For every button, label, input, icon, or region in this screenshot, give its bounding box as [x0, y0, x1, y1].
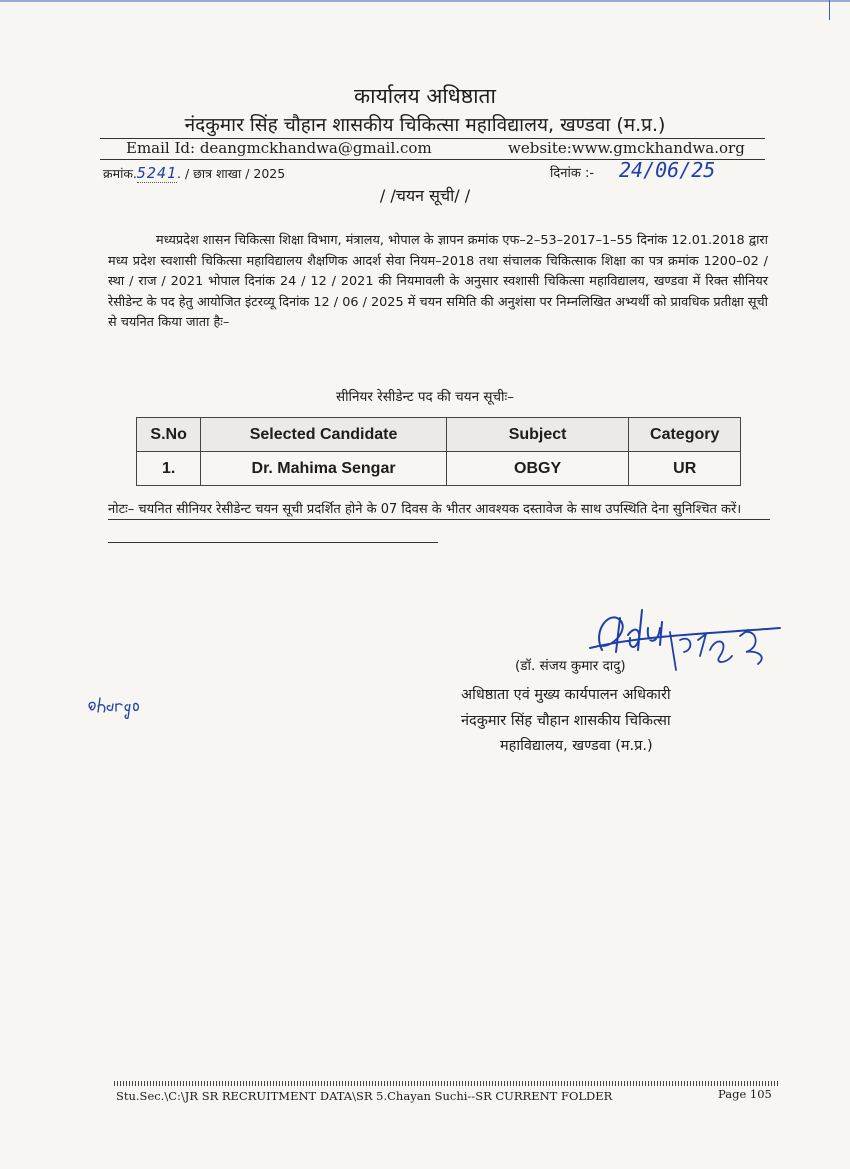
footer-file-path: Stu.Sec.\C:\JR SR RECRUITMENT DATA\SR 5.Chayan Suchi--SR CURRENT FOLDER	[116, 1089, 613, 1103]
selection-table	[136, 417, 741, 486]
cell-category: UR	[629, 452, 741, 486]
cell-candidate: Dr. Mahima Sengar	[201, 452, 447, 486]
table-header-row	[137, 418, 741, 452]
signatory-name: (डॉ. संजय कुमार दादु)	[515, 658, 626, 674]
website-address: website:www.gmckhandwa.org	[508, 139, 745, 157]
header-subject: Subject	[446, 418, 629, 452]
reference-number: 5241	[136, 164, 178, 182]
note-paragraph: नोटः– चयनित सीनियर रेसीडेन्ट चयन सूची प्रदर्शित होने के 07 दिवस के भीतर आवश्यक दस्तावेज के साथ उपस्थिति देना सुनिश्चित करें।	[108, 502, 742, 517]
table-row	[137, 452, 741, 486]
header-category: Category	[629, 418, 741, 452]
body-paragraph: मध्यप्रदेश शासन चिकित्सा शिक्षा विभाग, मंत्रालय, भोपाल के ज्ञापन क्रमांक एफ–2–53–2017–1–55 दिनांक 12.01.2018 द्वारा मध्य प्रदेश स्वशासी चिकित्सा महाविद्यालय शैक्षणिक आदर्श सेवा नियम–2018 तथा संचालक चिकित्साक शिक्षा का पत्र क्रमांक 1200–02 / स्था / राज / 2021 भोपाल दिनांक 24 / 12 / 2021 की नियमावली के अनुसार स्वशासी चिकित्सा महाविद्यालय, खण्डवा में रिक्त सीनियर रेसीडेन्ट के पद हेतु आयोजित इंटरव्यू दिनांक 12 / 06 / 2025 में चयन समिति की अनुशंसा पर निम्नलिखित अभ्यर्थी को प्रावधिक प्रतीक्षा सूची से चयनित किया जाता हैः–	[108, 233, 768, 330]
college-name: नंदकुमार सिंह चौहान शासकीय चिकित्सा महाविद्यालय, खण्डवा (म.प्र.)	[184, 114, 666, 136]
reference-number-row: क्रमांक.5241. / छात्र शाखा / 2025	[103, 164, 286, 182]
reference-prefix: क्रमांक	[103, 166, 133, 181]
note-underline-1	[108, 519, 770, 520]
selection-list-heading: सीनियर रेसीडेन्ट पद की चयन सूचीः–	[335, 389, 515, 405]
date-value: 24/06/25	[619, 158, 716, 182]
handwritten-initial	[86, 692, 166, 720]
office-heading: कार्यालय अधिष्ठाता	[354, 84, 496, 108]
signatory-location: महाविद्यालय, खण्डवा (म.प्र.)	[500, 738, 653, 754]
note-underline-2	[108, 542, 438, 543]
document-title: / /चयन सूची/ /	[379, 186, 471, 205]
signatory-institution: नंदकुमार सिंह चौहान शासकीय चिकित्सा	[461, 713, 671, 729]
date-label: दिनांक :-	[550, 166, 595, 181]
email-address: Email Id: deangmckhandwa@gmail.com	[126, 139, 432, 157]
cell-subject: OBGY	[446, 452, 629, 486]
header-candidate: Selected Candidate	[201, 418, 447, 452]
top-edge-line	[0, 0, 850, 2]
corner-mark	[829, 0, 830, 20]
cell-sno: 1.	[137, 452, 201, 486]
header-sno: S.No	[137, 418, 201, 452]
footer-rule	[114, 1081, 778, 1086]
reference-suffix: / छात्र शाखा / 2025	[184, 166, 286, 181]
signatory-designation: अधिष्ठाता एवं मुख्य कार्यपालन अधिकारी	[461, 687, 671, 703]
footer-page-number: Page 105	[718, 1087, 772, 1101]
